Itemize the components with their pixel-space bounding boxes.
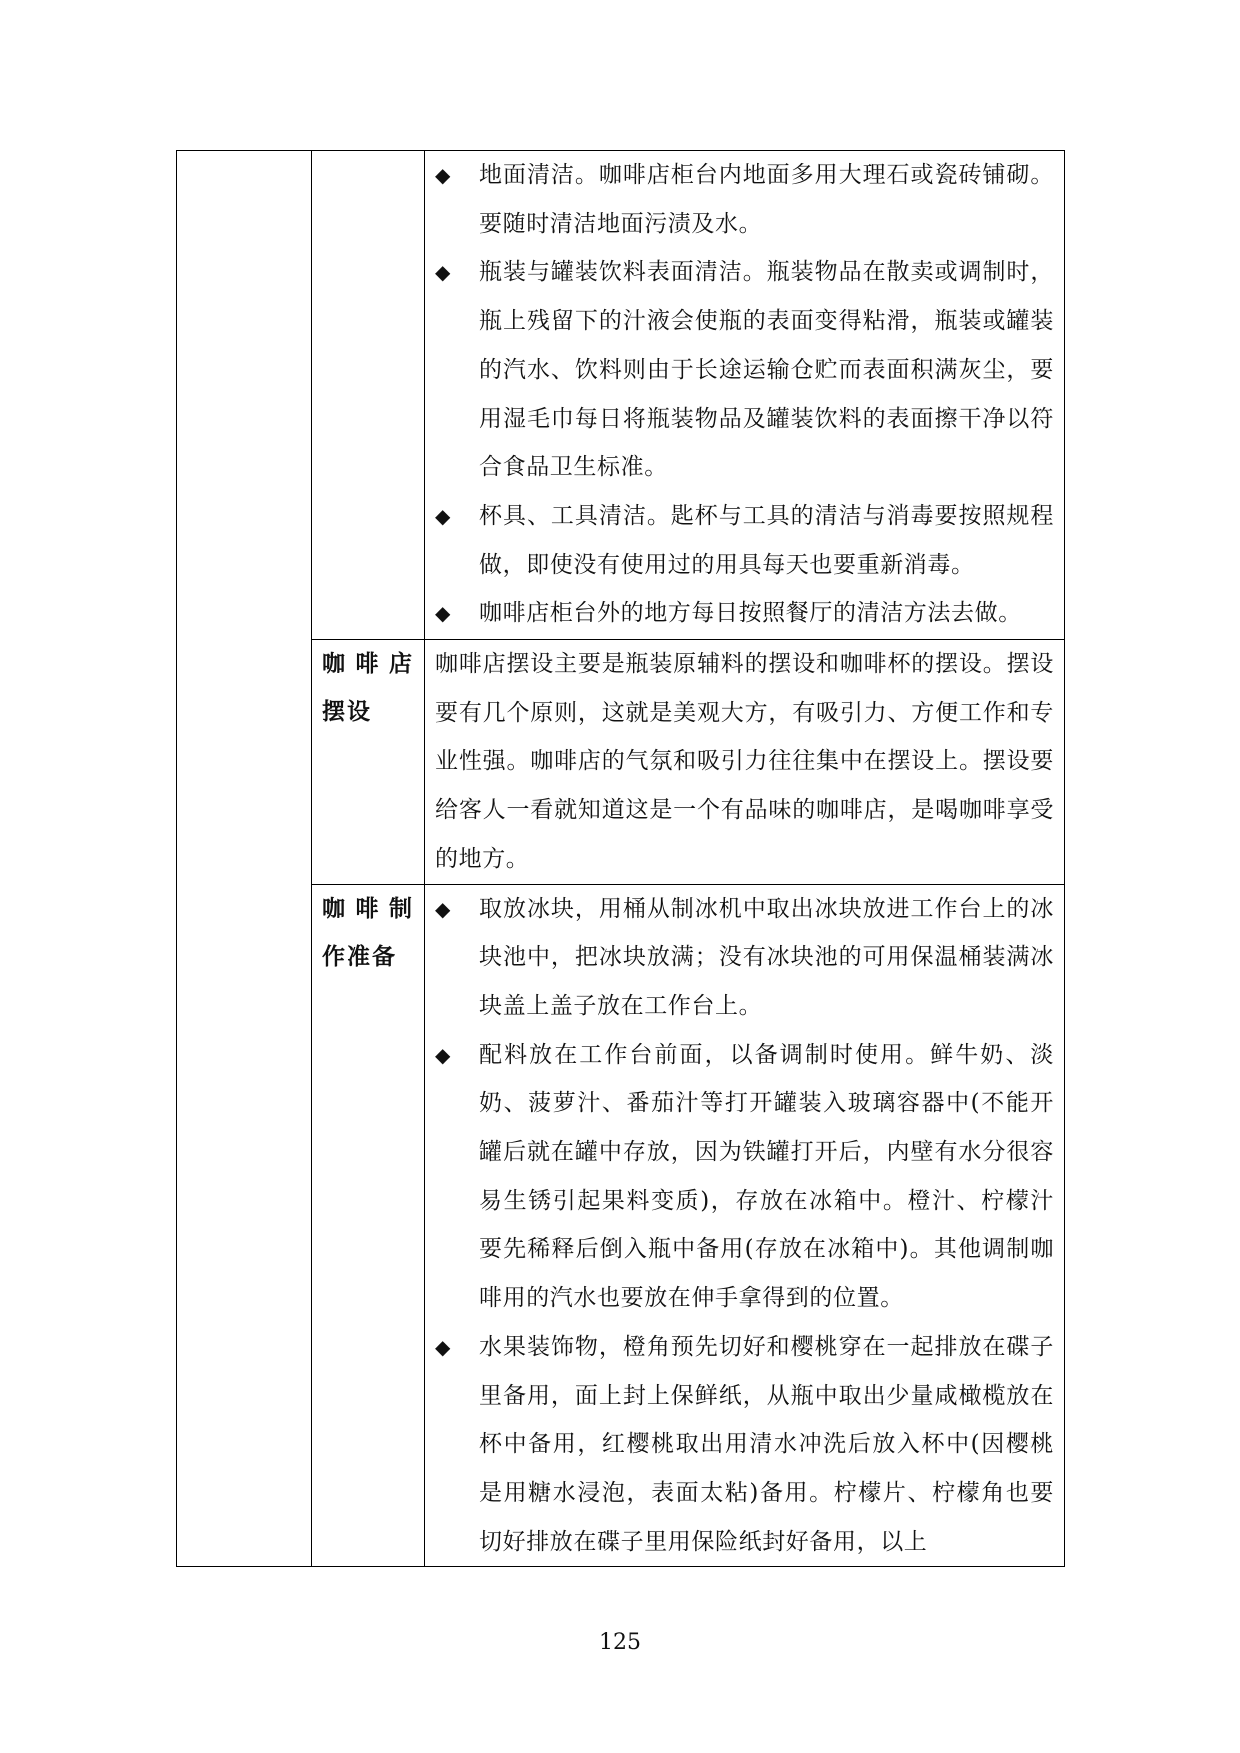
row-label: 咖啡制作准备: [322, 894, 414, 970]
row-content-cell: [425, 884, 1065, 1567]
empty-category-cell: [177, 151, 312, 1567]
diamond-bullet-icon: ◆: [435, 896, 451, 921]
list-item: ◆ 瓶装与罐装饮料表面清洁。瓶装物品在散卖或调制时，瓶上残留下的汁液会使瓶的表面变得粘滑，瓶装或罐装的汽水、饮料则由于长途运输仓贮而表面积满灰尘，要用湿毛巾每日将瓶装物品及罐装饮料的表面擦干净以符合食品卫生标准。: [435, 248, 1054, 492]
row-content-cell: [425, 640, 1065, 885]
list-item: ◆ 咖啡店柜台外的地方每日按照餐厅的清洁方法去做。: [435, 589, 1054, 638]
list-item: ◆ 水果装饰物，橙角预先切好和樱桃穿在一起排放在碟子里备用，面上封上保鲜纸，从瓶中取出少量咸橄榄放在杯中备用，红樱桃取出用清水冲洗后放入杯中(因樱桃是用糖水浸泡，表面太粘)备用。柠檬片、柠檬角也要切好排放在碟子里用保险纸封好备用，以上: [435, 1323, 1054, 1567]
diamond-bullet-icon: ◆: [435, 601, 451, 626]
list-item: ◆ 杯具、工具清洁。匙杯与工具的清洁与消毒要按照规程做，即使没有使用过的用具每天也要重新消毒。: [435, 492, 1054, 589]
list-item: ◆ 配料放在工作台前面，以备调制时使用。鲜牛奶、淡奶、菠萝汁、番茄汁等打开罐装入玻璃容器中(不能开罐后就在罐中存放，因为铁罐打开后，内壁有水分很容易生锈引起果料变质)，存放在冰箱中。橙汁、柠檬汁要先稀释后倒入瓶中备用(存放在冰箱中)。其他调制咖啡用的汽水也要放在伸手拿得到的位置。: [435, 1031, 1054, 1323]
row-paragraph: 咖啡店摆设主要是瓶装原辅料的摆设和咖啡杯的摆设。摆设要有几个原则，这就是美观大方，有吸引力、方便工作和专业性强。咖啡店的气氛和吸引力往往集中在摆设上。摆设要给客人一看就知道这是一个有品味的咖啡店，是喝咖啡享受的地方。: [435, 651, 1054, 872]
row-content-cell: [425, 151, 1065, 640]
row-label-cell: [312, 884, 425, 1567]
list-item: ◆ 地面清洁。咖啡店柜台内地面多用大理石或瓷砖铺砌。要随时清洁地面污渍及水。: [435, 151, 1054, 248]
content-table: [176, 150, 1065, 1567]
diamond-bullet-icon: ◆: [435, 503, 451, 528]
row-label-cell: [312, 151, 425, 640]
table-row: [177, 151, 1065, 640]
page-number: 125: [599, 1630, 641, 1655]
diamond-bullet-icon: ◆: [435, 1334, 451, 1359]
row-label-cell: [312, 640, 425, 885]
list-item: ◆ 取放冰块，用桶从制冰机中取出冰块放进工作台上的冰块池中，把冰块放满；没有冰块池的可用保温桶装满冰块盖上盖子放在工作台上。: [435, 885, 1054, 1031]
diamond-bullet-icon: ◆: [435, 260, 451, 285]
diamond-bullet-icon: ◆: [435, 163, 451, 187]
diamond-bullet-icon: ◆: [435, 1042, 451, 1067]
row-label: 咖啡店摆设: [322, 650, 414, 725]
